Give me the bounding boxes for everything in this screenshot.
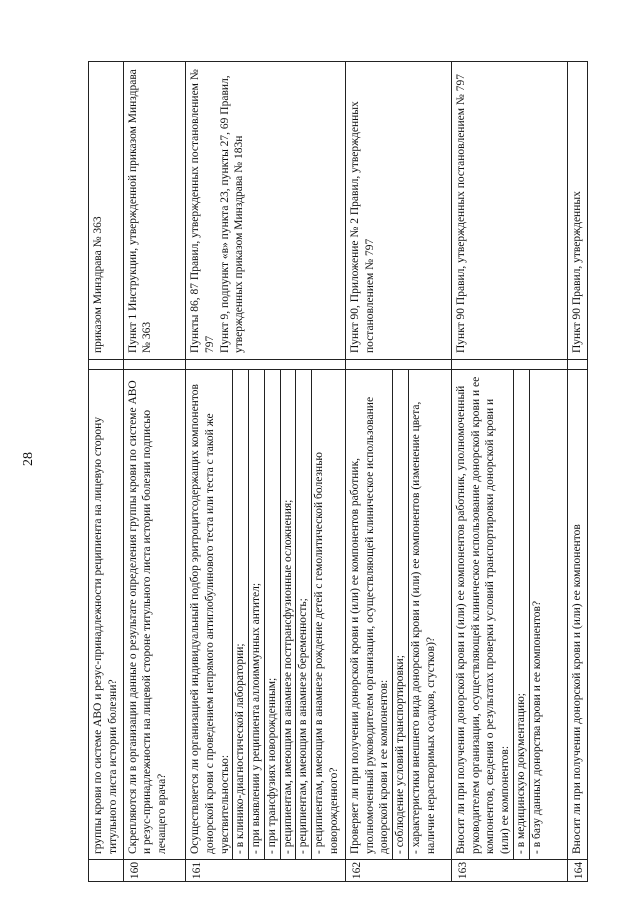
spacer-cell — [568, 360, 588, 370]
spacer-cell — [123, 360, 186, 370]
sub-item: - в базу данных донорства крови и ее компонентов? — [529, 370, 545, 859]
rotated-document — [88, 62, 588, 882]
question-text: Вносит ли при получении донорской крови и (или) ее компонентов работник, уполномоченный руководителем организации, осуществляющей клиническое использование донорской крови и ее компонентов, сведения о результатах проверки условий транспортировки донорской крови и (или) ее компонентов: — [454, 376, 512, 854]
checklist-table — [88, 61, 588, 882]
row-number: 160 — [123, 860, 186, 882]
question-text: Скрепляются ли в организации данные о результате определения группы крови по системе АВО и резус-принадлежности на лицевой стороне титульного листа истории болезни подписью лечащего врача? — [123, 370, 186, 860]
table-row — [451, 62, 567, 882]
sub-item: - при трансфузиях новорожденным; — [264, 370, 280, 859]
spacer-cell — [451, 360, 567, 370]
spacer-cell — [186, 360, 346, 370]
question-text: Осуществляется ли организацией индивидуальный подбор эритроцитсодержащих компонентов донорской крови с проведением непрямого антиглобулинового теста или теста с такой же чувствительностью: — [189, 384, 231, 854]
page-number: 28 — [21, 452, 36, 466]
row-number: 162 — [346, 860, 452, 882]
question-cell — [186, 370, 346, 860]
table-row — [123, 62, 186, 882]
sub-item: - при выявлении у реципиента аллоиммунных антител; — [248, 370, 264, 859]
sub-item: - характеристики внешнего вида донорской крови и (или) ее компонентов (изменение цвета, наличие нерастворимых осадков, сгустков)? — [408, 370, 438, 859]
reference-text: приказом Минздрава № 363 — [89, 62, 124, 360]
question-text: Проверяет ли при получении донорской крови и (или) ее компонентов работник, уполномоченный руководителем организации, осуществляющей клиническое использование донорской крови и ее компонентов: — [349, 396, 391, 854]
question-text: Вносит ли при получении донорской крови и (или) ее компонентов — [568, 370, 588, 860]
reference-text: Пункт 90 Правил, утвержденных постановлением № 797 — [451, 62, 567, 360]
row-number: 161 — [186, 860, 346, 882]
row-number: 164 — [568, 860, 588, 882]
reference-text: Пункты 86, 87 Правил, утвержденных постановлением № 797 Пункт 9, подпункт «в» пункта 23, пункты 27, 69 Правил, утвержденных приказом Минздрава № 183н — [186, 62, 346, 360]
reference-text: Пункт 90, Приложение № 2 Правил, утвержденных постановлением № 797 — [346, 62, 452, 360]
question-cell — [451, 370, 567, 860]
spacer-cell — [89, 360, 124, 370]
question-text: группы крови по системе АВО и резус-принадлежности реципиента на лицевую сторону титульного листа истории болезни? — [89, 370, 124, 860]
row-number — [89, 860, 124, 882]
table-row — [568, 62, 588, 882]
spacer-cell — [346, 360, 452, 370]
sub-item: - в медицинскую документацию; — [513, 370, 529, 859]
question-cell — [346, 370, 452, 860]
sub-item: - соблюдение условий транспортировки; — [392, 370, 408, 859]
table-row — [186, 62, 346, 882]
sub-item: - реципиентам, имеющим в анамнезе посттрансфузионные осложнения; — [280, 370, 296, 859]
sub-item: - реципиентам, имеющим в анамнезе рождение детей с гемолитической болезнью новорожденного? — [311, 370, 341, 859]
table-row — [89, 62, 124, 882]
row-number: 163 — [451, 860, 567, 882]
sub-item: - реципиентам, имеющим в анамнезе беременность; — [295, 370, 311, 859]
sub-item: - в клинико-диагностической лаборатории; — [232, 370, 248, 859]
table-row — [346, 62, 452, 882]
reference-text: Пункт 90 Правил, утвержденных — [568, 62, 588, 360]
reference-text: Пункт 1 Инструкции, утвержденной приказом Минздрава № 363 — [123, 62, 186, 360]
